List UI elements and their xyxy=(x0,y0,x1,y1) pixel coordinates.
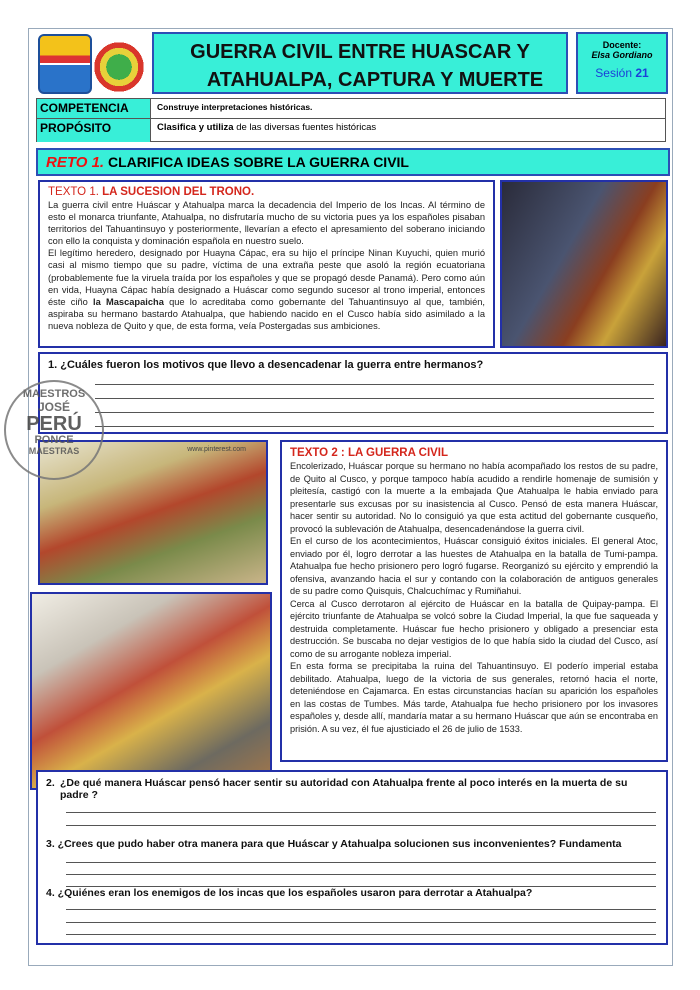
questions-box: 2. ¿De qué manera Huáscar pensó hacer sentir su autoridad con Atahualpa frente al poco interés en la muerta de su padre ? 3. ¿Crees que pudo haber otra manera para que Huáscar y Atahualpa solucionen sus inconvenientes? Fundamenta 4. ¿Quiénes eran los enemigos de los incas que los españoles usaron para derrotar a Atahualpa? xyxy=(36,770,668,945)
inca-warrior-illustration: www.pinterest.com xyxy=(38,440,268,585)
inca-brothers-illustration xyxy=(500,180,668,348)
battle-illustration xyxy=(30,592,272,790)
district-coat-of-arms xyxy=(92,34,146,94)
texto1-box: TEXTO 1. LA SUCESION DEL TRONO. La guerra civil entre Huáscar y Atahualpa marca la decadencia del Imperio de los Incas. Al término de esto el monarca triunfante, Atahualpa, no disfrutaría mucho de su victoria pues ya los españoles pisaban territorios del Tahuantinsuyo y posteriormente, llevarían a efecto el apresamiento del soberano iniciando con ello la conquista y dominación española en nuestro suelo. El legítimo heredero, designado por Huayna Cápac, era su hijo el príncipe Ninan Kuyuchi, quien murió casi al mismo tiempo que su padre, víctima de una extraña peste que asoló la región ecuatoriana (probablemente fue la viruela traída por los españoles y que se propagó desde Panamá). Pero como aún en vida, Huayna Cápac había designado a Huáscar como segundo sucesor al trono imperial, entonces éste ciño la Mascapaicha que lo acreditaba como gobernante del Tahuantinsuyo al que, también, aspiraba su hermano bastardo Atahualpa, que habiendo nacido en el Cusco había sido asimilado a la nueva nobleza de Quito y que, de esta forma, veía Postergadas sus ambiciones. xyxy=(38,180,495,348)
competencia-row: COMPETENCIA Construye interpretaciones históricas. xyxy=(37,99,665,119)
question2: 2. ¿De qué manera Huáscar pensó hacer sentir su autoridad con Atahualpa frente al poco interés en la muerta de su padre ? xyxy=(46,777,628,801)
question1-box: 1. ¿Cuáles fueron los motivos que llevo a desencadenar la guerra entre hermanos? xyxy=(38,352,668,434)
school-logo xyxy=(38,34,92,94)
texto1-heading: TEXTO 1. LA SUCESION DEL TRONO. xyxy=(48,186,255,198)
reto-banner: RETO 1. CLARIFICA IDEAS SOBRE LA GUERRA CIVIL xyxy=(36,148,670,176)
teacher-stamp: MAESTROS JOSÉ PERÚ PONCE MAESTRAS xyxy=(4,380,104,480)
teacher-box: Docente: Elsa Gordiano Sesión 21 xyxy=(576,32,668,94)
proposito-row: PROPÓSITO Clasifica y utiliza de las diversas fuentes históricas xyxy=(37,119,665,142)
texto2-box: TEXTO 2 : LA GUERRA CIVIL Encolerizado, Huáscar porque su hermano no había acompañado los restos de su padre, de Quito al Cusco, y porque tampoco había acudido a rendirle homenaje de sumisión y pleitesía, castigó con la muerte a la embajada Que Atahualpa le habia enviado para presentarle sus excusas por su inasistencia al Cusco. Pensó de esta manera Huáscar, hacer sentir su autoridad. No lo consiguió ya que esta actitud del gobernante cusqueño, provocó la sublevación de Atahualpa, desencadenándose la guerra civil. En el curso de los acontecimientos, Huáscar consiguió éxitos iniciales. El general Atoc, enviado por él, logro derrotar a las huestes de Atahualpa en la batalla de Tumi-pampa. Atahualpa fue hecho prisionero pero logró fugarse. Reorganizó su ejército y emprendió la ofensiva, avanzando hacia el sur y contando con la colaboración de antiguos generales de su padre como Quisquis, Chalcuchímac y Rumiñahui. Cerca al Cusco derrotaron al ejército de Huáscar en la batalla de Quipay-pampa. El ejército triunfante de Atahualpa se volcó sobre la Ciudad Imperial, la que fue saqueada y destruida completamente. Huáscar fue hecho prisionero y obligado a presenciar esta destrucción. Se buscaba no dejar vestigios de lo que había sido la ciudad del Cusco, así como de su arrogante nobleza imperial. En esta forma se precipitaba la ruina del Tahuantinsuyo. El poderío imperial estaba debilitado. Atahualpa, luego de la victoria de sus generales, retornó hacia el norte, deteniéndose en Cajamarca. En estas circunstancias hacían su aparición los españoles en las costas de Tumbes. Más tarde, Atahualpa fue hecho prisionero por los invasores españoles y, desde allí, mandaría matar a su hermano Huáscar que aún se encontraba en prisión. A su vez, él fue ajusticiado el 26 de julio de 1533. xyxy=(280,440,668,762)
session-label: Sesión 21 xyxy=(595,66,649,80)
page-title: GUERRA CIVIL ENTRE HUASCAR Y ATAHUALPA, CAPTURA Y MUERTE xyxy=(152,32,568,94)
info-table xyxy=(36,98,666,142)
